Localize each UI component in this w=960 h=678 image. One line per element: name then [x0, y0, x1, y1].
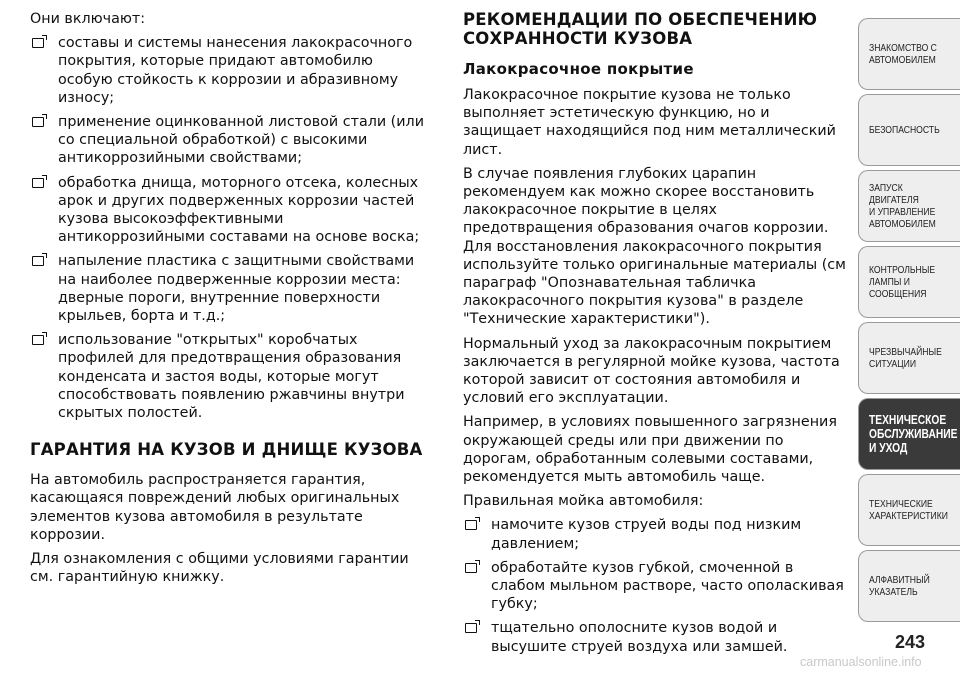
checkbox-bullet-icon [32, 178, 44, 188]
list-item: применение оцинкованной листовой стали (или со специальной обработкой) с высокими антикоррозийными свойствами; [30, 113, 430, 168]
warranty-paragraph: На автомобиль распространяется гарантия, касающаяся повреждений любых оригинальных элементов кузова автомобиля в результате коррозии. [30, 472, 400, 543]
recommendations-heading: РЕКОМЕНДАЦИИ ПО ОБЕСПЕЧЕНИЮ СОХРАННОСТИ КУЗОВА [463, 10, 818, 48]
checkbox-bullet-icon [32, 335, 44, 345]
checkbox-bullet-icon [465, 623, 477, 633]
tab-index[interactable]: АЛФАВИТНЫЙ УКАЗАТЕЛЬ [858, 550, 960, 622]
tab-technical-specs[interactable]: ТЕХНИЧЕСКИЕ ХАРАКТЕРИСТИКИ [858, 474, 960, 546]
list-item: напыление пластика с защитными свойствами на наиболее подверженные коррозии места: дверные пороги, внутренние поверхности крыльев, борта и т.д.; [30, 252, 430, 325]
list-item: использование "открытых" коробчатых профилей для предотвращения образования конденсата и застоя воды, которые могут способствовать появлению ржавчины внутри скрытых полостей. [30, 331, 430, 422]
warranty-reference: Для ознакомления с общими условиями гарантии см. гарантийную книжку. [30, 551, 409, 586]
checkbox-bullet-icon [32, 256, 44, 266]
right-column [463, 10, 848, 662]
care-paragraph: Нормальный уход за лакокрасочным покрытием заключается в регулярной мойке кузова, частота которой зависит от состояния автомобиля и условий его эксплуатации. [463, 335, 840, 407]
scratch-paragraph: В случае появления глубоких царапин рекомендуем как можно скорее восстановить лакокрасочное покрытие в целях предотвращения образования очагов коррозии. Для восстановления лакокрасочного покрытия используйте только оригинальные материалы (см параграф "Опознавательная табличка лакокрасочного покрытия кузова" в разделе "Технические характеристики"). [463, 165, 846, 328]
watermark: carmanualsonline.info [800, 655, 922, 669]
checkbox-bullet-icon [465, 520, 477, 530]
example-paragraph: Например, в условиях повышенного загрязнения окружающей среды или при движении по дорогам, обработанным солевыми составами, рекомендуется мыть автомобиль чаще. [463, 414, 837, 486]
washing-intro: Правильная мойка автомобиля: [463, 493, 704, 510]
left-column [30, 10, 430, 592]
section-tabs [858, 18, 960, 626]
list-item: намочите кузов струей воды под низким давлением; [463, 516, 848, 552]
paint-paragraph: Лакокрасочное покрытие кузова не только выполняет эстетическую функцию, но и защищает находящийся под ним металлический лист. [463, 87, 836, 158]
tab-maintenance[interactable]: ТЕХНИЧЕСКОЕ ОБСЛУЖИВАНИЕ И УХОД [858, 398, 960, 470]
list-item: обработка днища, моторного отсека, колесных арок и других подверженных коррозии частей кузова высокоэффективными антикоррозийными составами на основе воска; [30, 174, 430, 247]
tab-starting-driving[interactable]: ЗАПУСК ДВИГАТЕЛЯ И УПРАВЛЕНИЕ АВТОМОБИЛЕМ [858, 170, 960, 242]
tab-warning-lights[interactable]: КОНТРОЛЬНЫЕ ЛАМПЫ И СООБЩЕНИЯ [858, 246, 960, 318]
paint-subheading: Лакокрасочное покрытие [463, 60, 694, 78]
tab-safety[interactable]: БЕЗОПАСНОСТЬ [858, 94, 960, 166]
list-item: тщательно ополосните кузов водой и высушите струей воздуха или замшей. [463, 619, 848, 655]
checkbox-bullet-icon [32, 117, 44, 127]
intro-text: Они включают: [30, 11, 146, 27]
list-item: обработайте кузов губкой, смоченной в слабом мыльном растворе, часто ополаскивая губку; [463, 559, 848, 614]
warranty-heading: ГАРАНТИЯ НА КУЗОВ И ДНИЩЕ КУЗОВА [30, 440, 423, 460]
tab-introduction[interactable]: ЗНАКОМСТВО С АВТОМОБИЛЕМ [858, 18, 960, 90]
checkbox-bullet-icon [465, 563, 477, 573]
tab-emergency[interactable]: ЧРЕЗВЫЧАЙНЫЕ СИТУАЦИИ [858, 322, 960, 394]
list-item: составы и системы нанесения лакокрасочного покрытия, которые придают автомобилю особую стойкость к коррозии и абразивному износу; [30, 34, 430, 107]
page-number: 243 [894, 632, 926, 652]
checkbox-bullet-icon [32, 38, 44, 48]
